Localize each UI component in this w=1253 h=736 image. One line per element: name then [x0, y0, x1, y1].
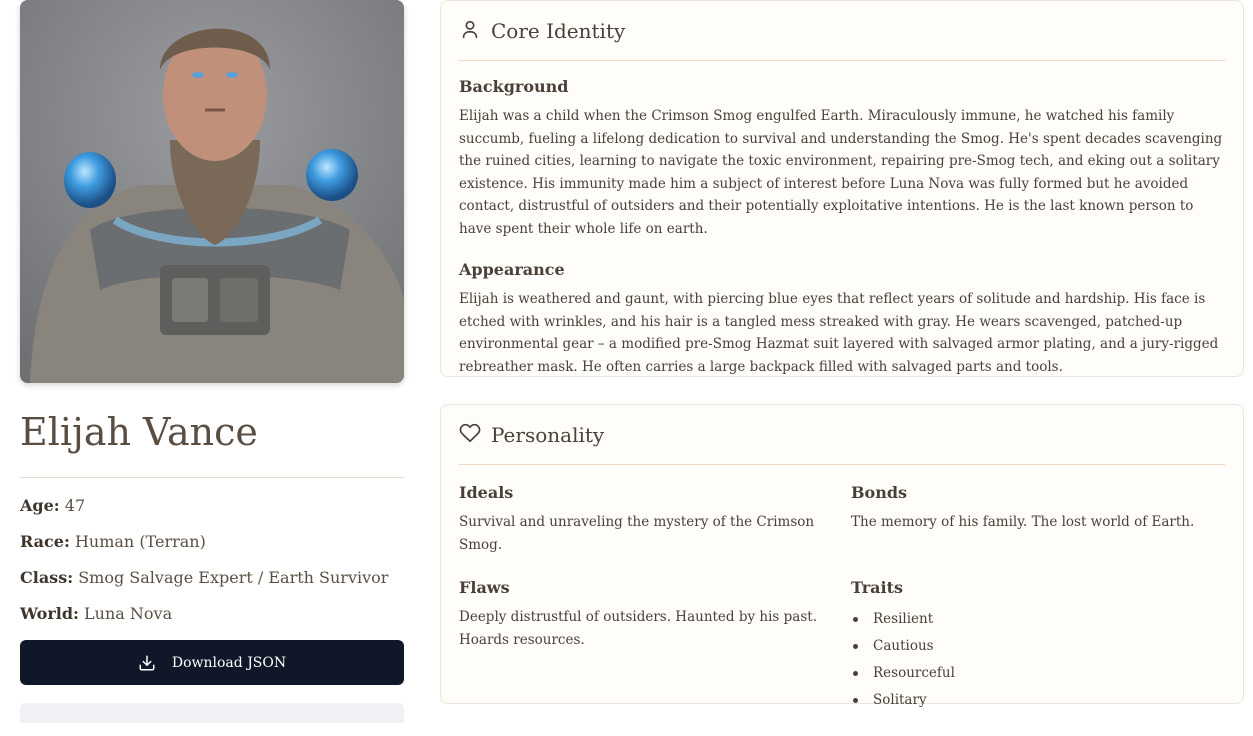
list-item: Cautious: [851, 633, 1225, 660]
bonds-title: Bonds: [851, 483, 908, 502]
download-json-button[interactable]: [20, 640, 404, 685]
stat-label: Age:: [20, 496, 60, 515]
traits-title: Traits: [851, 578, 904, 597]
character-stats: [20, 496, 404, 624]
name-divider: [20, 477, 404, 478]
stat-class: [20, 568, 404, 588]
character-sidebar: [20, 0, 404, 723]
traits-section: [851, 578, 1225, 714]
bonds-section: [851, 483, 1225, 556]
stat-label: Race:: [20, 532, 70, 551]
stat-label: World:: [20, 604, 79, 623]
flaws-text: Deeply distrustful of outsiders. Haunted by his past. Hoards resources.: [459, 609, 817, 648]
list-item: Resilient: [851, 606, 1225, 633]
download-icon: [138, 654, 156, 672]
ideals-title: Ideals: [459, 483, 514, 502]
character-name: Elijah Vance: [20, 410, 258, 454]
personality-card: [440, 404, 1244, 708]
download-label: Download JSON: [171, 654, 287, 671]
personality-title: Personality: [491, 422, 605, 447]
stat-value: Human (Terran): [74, 532, 206, 551]
ideals-section: [459, 483, 851, 556]
core-identity-title: Core Identity: [491, 18, 626, 43]
secondary-button[interactable]: [20, 703, 404, 723]
stat-race: [20, 532, 404, 552]
core-identity-header: [459, 1, 1225, 61]
list-item: Solitary: [851, 687, 1225, 714]
personality-grid: [459, 483, 1225, 736]
appearance-title: Appearance: [459, 260, 565, 279]
personality-header: [459, 405, 1225, 465]
ideals-text: Survival and unraveling the mystery of the Crimson Smog.: [459, 514, 815, 553]
traits-list: [851, 606, 1225, 714]
list-item: Resourceful: [851, 660, 1225, 687]
stat-value: Smog Salvage Expert / Earth Survivor: [78, 568, 389, 587]
stat-value: 47: [64, 496, 86, 515]
stat-world: [20, 604, 404, 624]
core-identity-card: [440, 0, 1244, 377]
background-text: Elijah was a child when the Crimson Smog engulfed Earth. Miraculously immune, he watched his family succumb, fueling a lifelong dedication to survival and understanding the Smog. He's spent decades scavenging the ruined cities, learning to navigate the toxic environment, repairing pre-Smog tech, and eking out a solitary existence. His immunity made him a subject of interest before Luna Nova was fully formed but he avoided contact, distrustful of outsiders and their potentially exploitative intentions. He is the last known person to have spent their whole life on earth.: [459, 108, 1223, 237]
bonds-text: The memory of his family. The lost world of Earth.: [851, 514, 1195, 530]
heart-icon: [459, 422, 481, 448]
character-portrait: [20, 0, 404, 383]
appearance-text: Elijah is weathered and gaunt, with piercing blue eyes that reflect years of solitude and hardship. His face is etched with wrinkles, and his hair is a tangled mess streaked with gray. He wears scavenged, patched-up environmental gear – a modified pre-Smog Hazmat suit layered with salvaged armor plating, and a jury-rigged rebreather mask. He often carries a large backpack filled with salvaged parts and tools.: [459, 291, 1219, 375]
background-title: Background: [459, 77, 569, 96]
flaws-section: [459, 578, 851, 714]
user-icon: [459, 18, 481, 44]
stat-label: Class:: [20, 568, 74, 587]
stat-age: [20, 496, 404, 516]
stat-value: Luna Nova: [84, 604, 173, 623]
flaws-title: Flaws: [459, 578, 510, 597]
portrait-image: [20, 0, 404, 383]
